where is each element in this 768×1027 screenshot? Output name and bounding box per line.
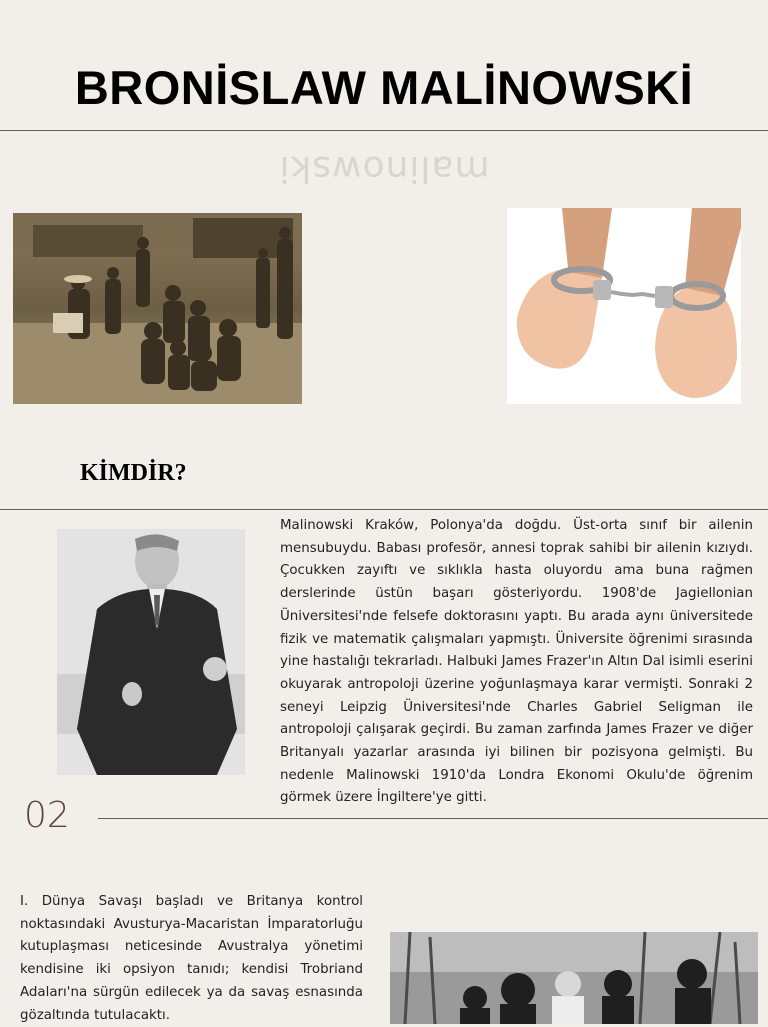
- ww1-paragraph: I. Dünya Savaşı başladı ve Britanya kontrol noktasındaki Avusturya-Macaristan İmparatorluğu kutuplaşması neticesinde Avustralya yönetimi kendisine iki opsiyon tanıdı; kendisi Trobriand Adaları'na sürgün edilecek ya da savaş esnasında gözaltında tutulacaktı.: [20, 894, 363, 1023]
- section-heading: KİMDİR?: [80, 460, 187, 486]
- page-title: BRONİSLAW MALİNOWSKİ: [74, 61, 694, 114]
- handcuffs-photo: [507, 208, 741, 404]
- bio-paragraph: Malinowski Kraków, Polonya'da doğdu. Üst-orta sınıf bir ailenin mensubuydu. Babası profesör, annesi toprak sahibi bir ailenin kızıydı. Çocukken zayıftı ve sıklıkla hasta oluyordu ama buna rağmen derslerinde üstün başarı gösteriyordu. 1908'de Jagiellonian Üniversitesi'nde felsefe doktorasını yaptı. Bu arada aynı üniversitede fizik ve matematik çalışmaları yapmıştı. Üniversite öğrenimi sırasında yine hastalığı tekrarladı. Halbuki James Frazer'ın Altın Dal isimli eserini okuyarak antropoloji üzerine yoğunlaşmaya karar vermişti. Sonraki 2 seneyi Leipzig Üniversitesi'nde Charles Gabriel Seligman ile antropoloji çalışarak geçirdi. Bu zaman zarfında James Frazer ve diğer Britanyalı yazarlar arasında iyi bilinen bir pozisyona gelmişti. Bu nedenle Malinowski 1910'da Londra Ekonomi Okulu'de öğrenim görmek üzere İngiltere'ye gitti.: [280, 518, 753, 806]
- section-divider: [0, 509, 768, 510]
- title-divider: [0, 130, 768, 131]
- page-number-divider: [98, 818, 768, 819]
- portrait-photo: [57, 529, 245, 775]
- mirrored-text: malinowski: [278, 148, 490, 189]
- field-photo: [13, 213, 302, 404]
- islanders-photo: [390, 932, 758, 1024]
- page-number: 02: [24, 795, 70, 836]
